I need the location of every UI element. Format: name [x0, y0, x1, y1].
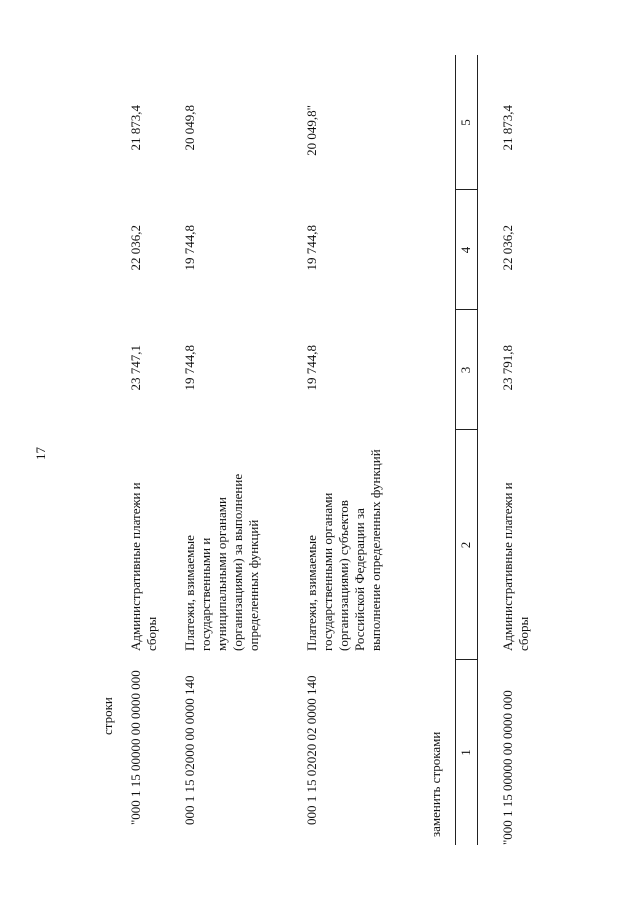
budget-code: 000 1 15 02020 02 0000 140 [304, 675, 319, 825]
value-col4: 22 036,2 [128, 225, 143, 271]
column-header: 5 [458, 119, 473, 126]
row-description: Платежи, взимаемые государственными органами (организациями) субъектов Российской Федерации за выполнение определенных функций [304, 449, 383, 651]
table-top-border [455, 55, 456, 845]
column-header: 4 [458, 246, 473, 254]
row-description: Административные платежи и сборы [500, 482, 531, 651]
value-col3: 19 744,8 [182, 345, 197, 391]
budget-code: 000 1 15 02000 00 0000 140 [182, 675, 197, 825]
value-col5: 21 873,4 [128, 105, 143, 151]
row-description: Административные платежи и сборы [128, 482, 159, 651]
value-col5: 20 049,8 [182, 105, 197, 151]
intro-text: строки [100, 697, 115, 735]
budget-code: "000 1 15 00000 00 0000 000 [500, 690, 515, 845]
value-col3: 23 747,1 [128, 345, 143, 391]
value-col4: 22 036,2 [500, 225, 515, 271]
row-description: Платежи, взимаемые государственными и муниципальными органами (организациями) за выполнение определенных функций [182, 473, 261, 651]
value-col5: 21 873,4 [500, 105, 515, 151]
value-col3: 19 744,8 [304, 345, 319, 391]
column-header: 1 [458, 749, 473, 756]
table-header-border [477, 55, 478, 845]
budget-code: "000 1 15 00000 00 0000 000 [128, 670, 143, 825]
value-col3: 23 791,8 [500, 345, 515, 391]
value-col5: 20 049,8" [304, 105, 319, 156]
value-col4: 19 744,8 [182, 225, 197, 271]
column-header: 2 [458, 541, 473, 549]
value-col4: 19 744,8 [304, 225, 319, 271]
column-header: 3 [458, 366, 473, 374]
replace-text: заменить строками [428, 731, 443, 837]
page-number: 17 [33, 447, 48, 460]
